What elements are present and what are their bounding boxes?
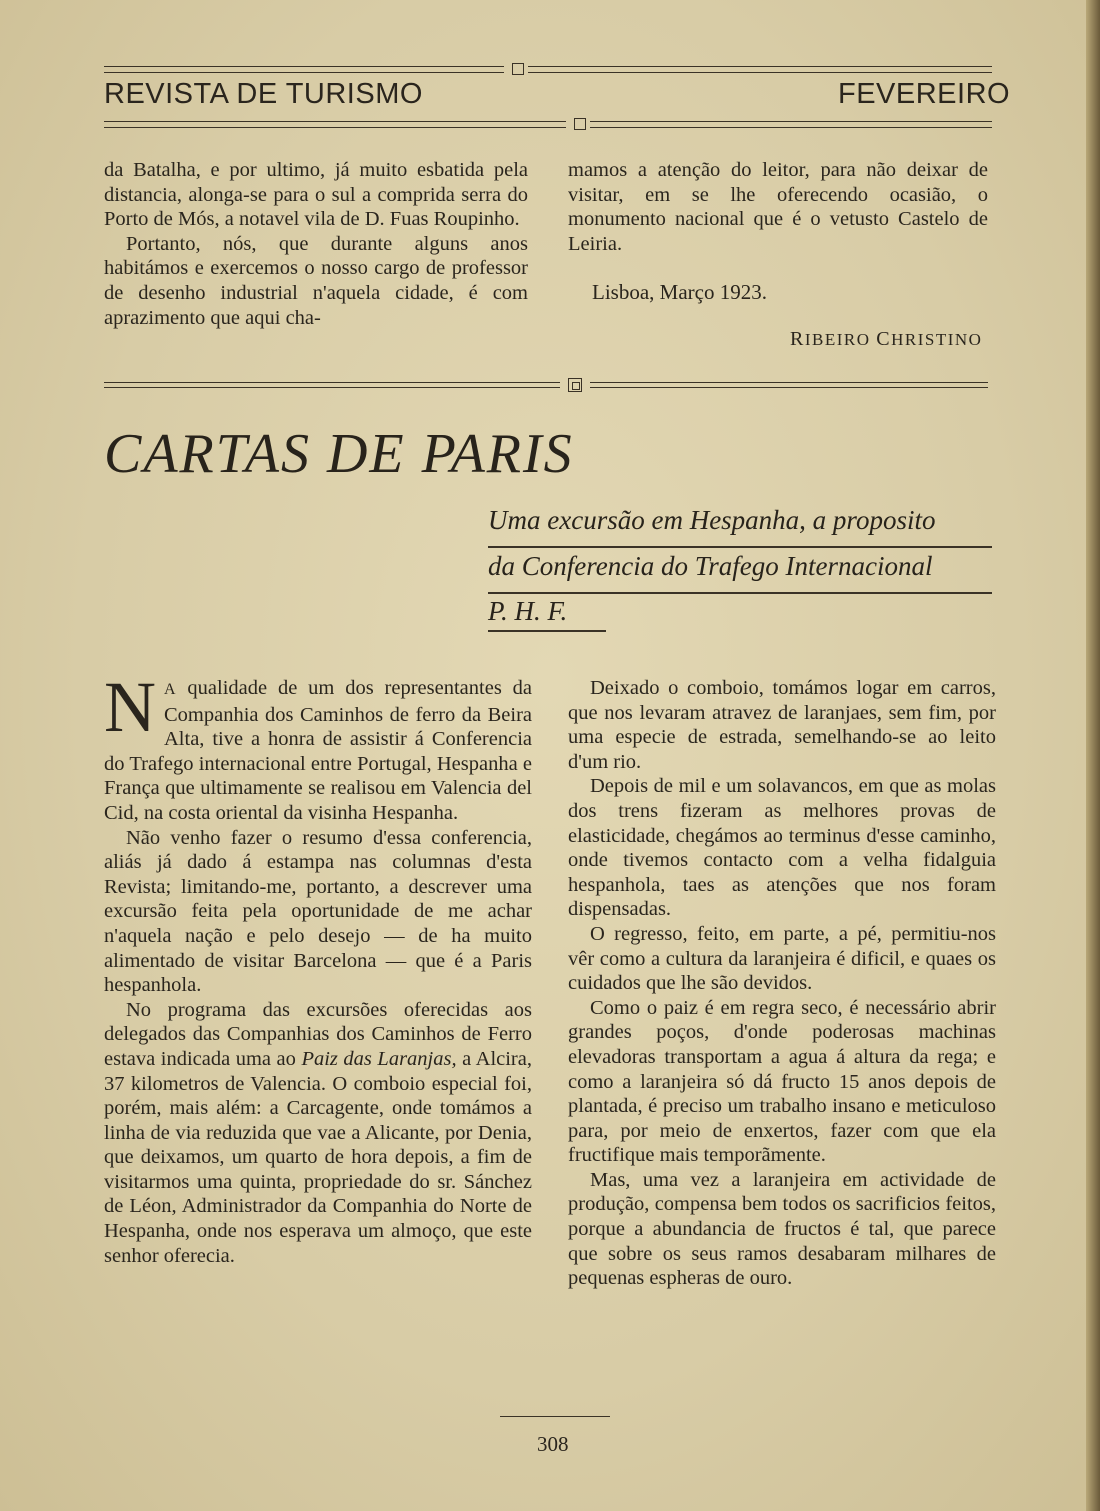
subtitle-rule [488,546,992,548]
paragraph: Mas, uma vez a laranjeira em actividade de produção, compensa bem todos os sacrificios feitos, porque a abundancia de fructos é tal, que parece que sobre os seus ramos desabaram milhares de pequenas espheras de ouro. [568,1168,996,1290]
paragraph: N A qualidade de um dos representantes da Companhia dos Caminhos de ferro da Beira Alta, tive a honra de assistir á Conferencia do Trafego internacional entre Portugal, Hespanha e França que ultimamente se realisou em Valencia del Cid, na costa oriental da visinha Hespanha. [104,667,532,824]
article-author: P. H. F. [488,596,568,626]
paragraph: Depois de mil e um solavancos, em que as molas dos trens fizeram as melhores provas de elasticidade, chegámos ao terminus d'esse caminho, onde tivemos contacto com a velha fidalguia hespanhola, taes as atenções que nos foram dispensadas. [568,775,996,921]
author-signature: RIBEIRO CHRISTINO [790,328,983,350]
article-subtitle-line-2: da Conferencia do Trafego Internacional [488,551,933,581]
paragraph: No programa das excursões oferecidas aos delegados das Companhias dos Caminhos de Ferro estava indicada uma ao Paiz das Laranjas, a Alcira, 37 kilometros de Valencia. O comboio especial foi, porém, mais além: a Carcagente, onde tomámos a linha de via reduzida que vae a Alicante, por Denia, que deixamos, um quarto de hora depois, a fim de visitarmos uma quinta, propriedade do sr. Sánchez de Léon, Administrador da Companhia do Norte de Hespanha, onde nos esperava um almoço, que este senhor oferecia. [104,998,532,1267]
paragraph: Deixado o comboio, tomámos logar em carros, que nos levaram atravez de laranjaes, sem fim, por uma especie de estrada, semelhando-se ao leito d'um rio. [568,677,996,773]
footer-rule [500,1416,610,1417]
article-left-column [104,667,532,1268]
subtitle-rule [488,592,992,594]
article-right-column [568,676,996,1291]
prev-article-left-column [104,158,528,330]
prev-article-right-column [568,158,988,256]
paragraph: mamos a atenção do leitor, para não deixar de visitar, em se lhe oferecendo ocasião, o monumento nacional que é o vetusto Castelo de Leiria. [568,159,988,255]
paragraph: da Batalha, e por ultimo, já muito esbatida pela distancia, alonga-se para o sul a comprida serra do Porto de Mós, a notavel vila de D. Fuas Roupinho. [104,159,528,231]
article-subtitle-line-1: Uma excursão em Hespanha, a proposito [488,505,936,535]
running-head-month: FEVEREIRO [838,78,1011,110]
paragraph: O regresso, feito, em parte, a pé, permitiu-nos vêr como a cultura da laranjeira é dificil, e quaes os cuidados que lhe são devidos. [568,922,996,995]
place-date: Lisboa, Março 1923. [592,280,767,304]
paragraph: Portanto, nós, que durante alguns anos habitámos e exercemos o nosso cargo de professor de desenho industrial n'aquela cidade, é com aprazimento que aqui cha- [104,232,528,329]
paragraph: Como o paiz é em regra seco, é necessário abrir grandes poços, d'onde poderosas machinas elevadoras transportam a agua á altura da rega; e como a laranjeira só dá fructo 15 anos depois de plantada, é preciso um trabalho insano e meticuloso para, por meio de enxertos, fazer com que ela fructifique mais temporãmente. [568,996,996,1167]
author-rule [488,630,606,632]
running-head-title: REVISTA DE TURISMO [104,78,423,110]
ornament-icon [568,378,582,392]
header-top-rule [104,66,992,74]
header-bottom-rule [104,121,992,129]
drop-cap: N [104,667,156,747]
page-edge [1086,0,1100,1511]
paragraph: Não venho fazer o resumo d'essa conferencia, aliás já dado á estampa nas columnas d'esta Revista; limitando-me, portanto, a descrever uma excursão feita pela oportunidade de me achar n'aquela nação e pelo desejo — de ha muito alimentado de visitar Barcelona — que é a Paris hespanhola. [104,826,532,997]
section-divider [104,380,988,390]
page-number: 308 [537,1432,569,1456]
article-title: CARTAS DE PARIS [104,423,574,485]
